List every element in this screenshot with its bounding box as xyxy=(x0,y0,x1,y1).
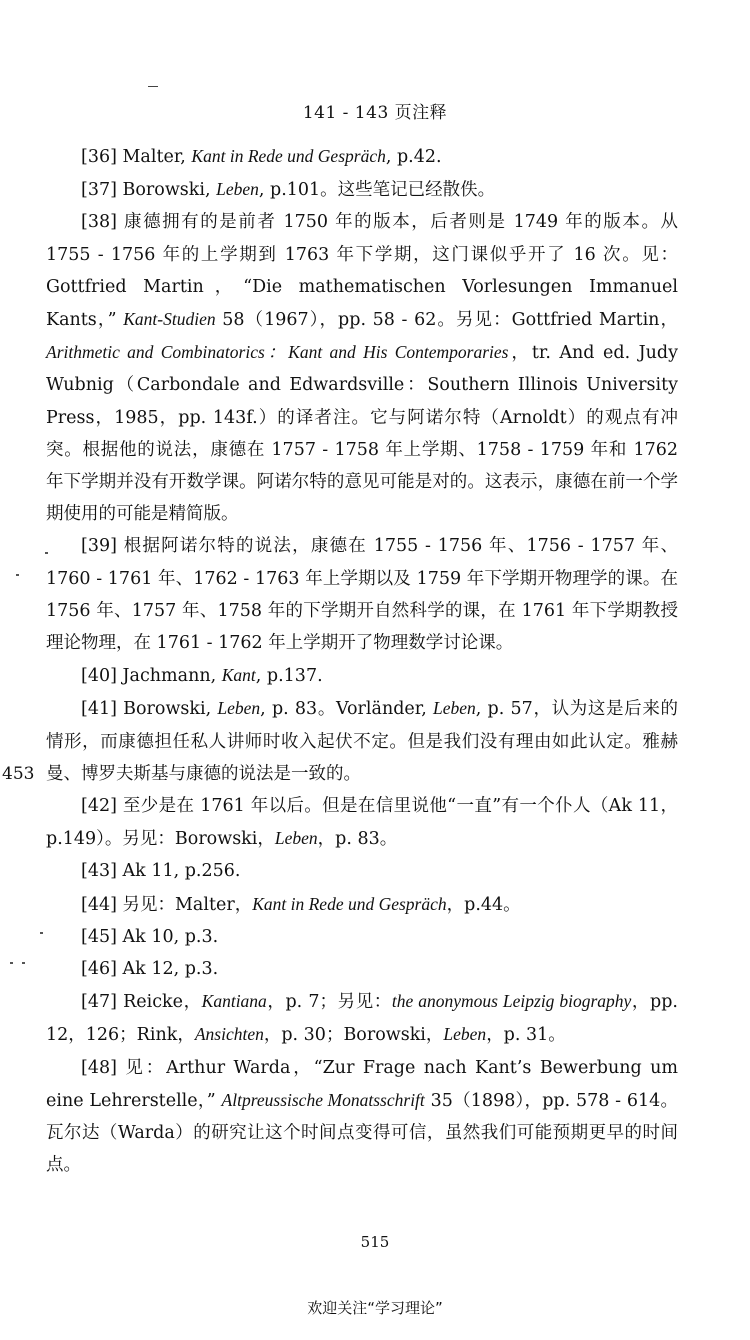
footnote-text: 根据阿诺尔特的说法，康德在 1755 - 1756 年、1756 - 1757 年、1760 - 1761 年、1762 - 1763 年上学期以及 1759 年下学期开物理学的课。在 1756 年、1757 年、1758 年的下学期开自然科学的课，在 1761 年下学期教授理论物理，在 1761 - 1762 年上学期开了物理数学讨论课。 xyxy=(46,536,678,654)
footnote-number: [36] xyxy=(81,147,117,167)
footnote-number: [39] xyxy=(81,536,117,557)
footnote-number: [42] xyxy=(81,796,117,817)
footnote-text: , p.137. xyxy=(255,666,323,687)
footnote-text: Borowski, xyxy=(122,180,217,201)
footnote-number: [48] xyxy=(81,1057,117,1078)
footnote-text: 58（1967），pp. 58 - 62。另见：Gottfried Martin， xyxy=(215,310,678,331)
footnote-text: Malter, xyxy=(122,147,192,167)
footnote-text: Jachmann, xyxy=(122,666,222,687)
footnote-title-italic: Kant in Rede und Gespräch xyxy=(191,146,386,166)
footnote xyxy=(46,888,678,921)
footnote-title-italic: Leben xyxy=(217,698,261,719)
footnote xyxy=(46,921,678,953)
footnote xyxy=(46,659,678,692)
page-number: 515 xyxy=(360,1233,390,1251)
footnote xyxy=(46,692,678,790)
footnote-text: Ak 12, p.3. xyxy=(122,959,219,980)
footnote-text: Ak 11, p.256. xyxy=(122,861,241,882)
margin-page-reference: 453 xyxy=(2,764,35,784)
footnote-text: 见：Arthur Warda，“Zur Frage nach Kant’s Bewerbung um eine Lehrerstelle，” xyxy=(46,1057,678,1111)
footnote-number: [41] xyxy=(81,699,117,720)
footnote-text: Borowski, xyxy=(123,699,218,720)
footnote-title-italic: Kant-Studien xyxy=(123,309,216,330)
footnote xyxy=(46,985,678,1051)
footnote-title-italic: Kant xyxy=(221,665,256,686)
footnote-title-italic: Arithmetic and Combinatorics：Kant and His Contemporaries xyxy=(46,342,509,363)
footnote-text: , p. 57，认为这是后来的情形，而康德担任私人讲师时收入起伏不定。但是我们没有理由如此认定。雅赫曼、博罗夫斯基与康德的说法是一致的。 xyxy=(46,699,678,784)
footnote-text: 至少是在 1761 年以后。但是在信里说他“一直”有一个仆人（Ak 11，p.149）。另见：Borowski， xyxy=(46,796,678,850)
footnote-title-italic: Altpreussische Monatsschrift xyxy=(221,1089,425,1110)
footnote-text: ，p. 31。 xyxy=(486,1025,566,1046)
footnote-title-italic: the anonymous Leipzig biography xyxy=(391,991,632,1012)
footnote-text: ，p.44。 xyxy=(446,894,521,915)
scan-speck xyxy=(40,932,43,934)
footnote-text: 另见：Malter， xyxy=(122,894,253,915)
footnote-text: 35（1898），pp. 578 - 614。瓦尔达（Warda）的研究让这个时间点变得可信，虽然我们可能预期更早的时间点。 xyxy=(46,1090,678,1176)
footnote-number: [45] xyxy=(81,926,117,947)
notes-list xyxy=(46,140,678,1182)
footnote-title-italic: Leben xyxy=(443,1024,487,1045)
footer-text: 欢迎关注“学习理论” xyxy=(307,1299,443,1317)
scan-speck xyxy=(45,552,48,554)
footnote-title-italic: Kantiana xyxy=(201,991,267,1012)
scan-speck xyxy=(10,962,13,964)
footnote xyxy=(46,855,678,887)
header-mark xyxy=(148,86,158,87)
footnote-number: [38] xyxy=(81,212,117,233)
footnote-title-italic: Leben xyxy=(274,828,318,849)
footnote-title-italic: Leben xyxy=(433,698,476,719)
footnote-text: ，pp. 12，126；Rink， xyxy=(46,992,678,1046)
footnote xyxy=(46,530,678,659)
footnote-number: [43] xyxy=(81,861,117,882)
footnote xyxy=(46,790,678,855)
footnote-number: [46] xyxy=(81,959,117,980)
page-title: 141 - 143 页注释 xyxy=(302,103,448,123)
footnote xyxy=(46,173,678,206)
footnote-text: , p. 83。Vorländer, xyxy=(260,699,433,720)
footnote-number: [37] xyxy=(81,180,117,201)
footnote-number: [44] xyxy=(81,894,117,915)
footnote xyxy=(46,1052,678,1182)
footnote-text: 康德拥有的是前者 1750 年的版本，后者则是 1749 年的版本。从 1755 - 1756 年的上学期到 1763 年下学期，这门课似乎开了 16 次。见：Gottfried Martin，“Die mathematischen Vorlesungen Immanuel Kants，” xyxy=(46,212,678,331)
footnote xyxy=(46,206,678,530)
footnote xyxy=(46,953,678,985)
footnote-title-italic: Leben xyxy=(216,179,259,200)
footnote-title-italic: Ansichten xyxy=(194,1024,264,1045)
footnote-title-italic: Kant in Rede und Gespräch xyxy=(252,893,447,914)
footnote-text: ，p. 30；Borowski， xyxy=(263,1025,444,1046)
footnote-number: [47] xyxy=(81,992,117,1013)
footnote-text: , p.101。这些笔记已经散佚。 xyxy=(258,180,496,201)
scan-speck xyxy=(22,962,25,964)
footnote-text: , p.42. xyxy=(385,147,442,167)
scan-speck xyxy=(16,574,19,576)
footnote-text: Reicke， xyxy=(123,992,202,1013)
footnote-text: Ak 10, p.3. xyxy=(122,926,219,947)
footnote-text: ，p. 83。 xyxy=(317,829,398,850)
footnote-text: ，p. 7；另见： xyxy=(266,992,392,1013)
footnote-text: ，tr. And ed. Judy Wubnig（Carbondale and Edwardsville：Southern Illinois University Press，1985，pp. 143f.）的译者注。它与阿诺尔特（Arnoldt）的观点有冲突。根据他的说法，康德在 1757 - 1758 年上学期、1758 - 1759 年和 1762 年下学期并没有开数学课。阿诺尔特的意见可能是对的。这表示，康德在前一个学期使用的可能是精简版。 xyxy=(46,343,679,525)
footnote xyxy=(46,140,678,173)
footnote-number: [40] xyxy=(81,666,117,687)
